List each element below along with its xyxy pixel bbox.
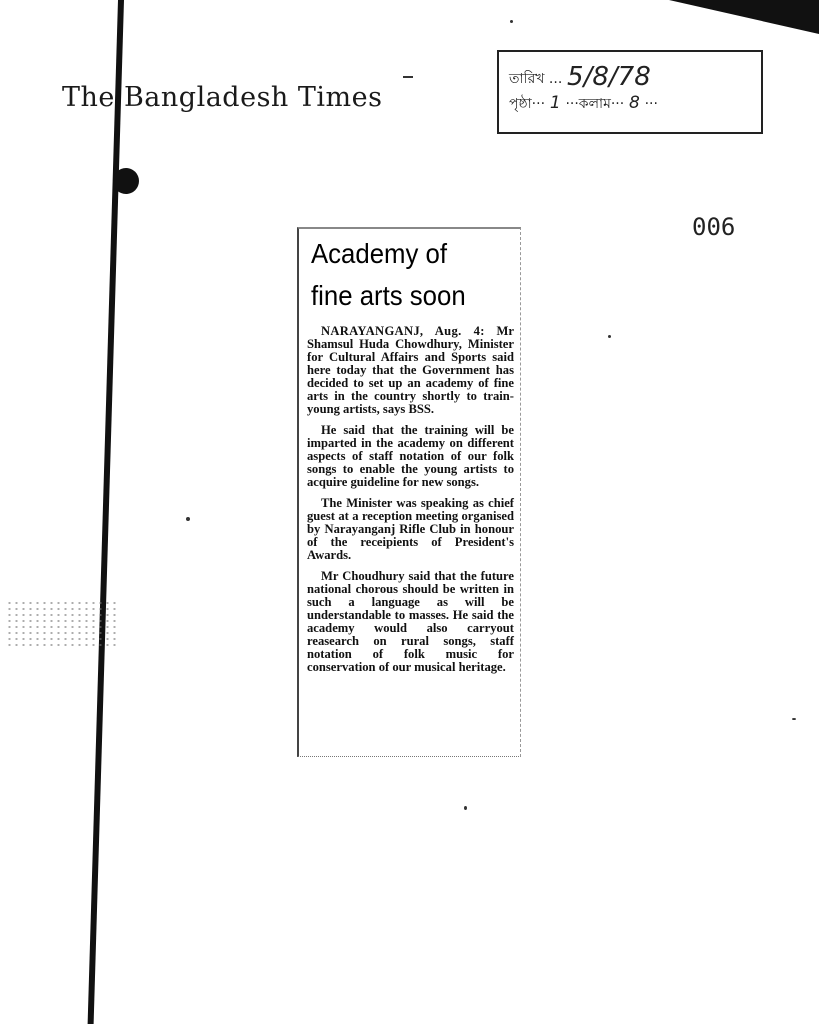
headline-line-2: fine arts soon xyxy=(311,280,466,311)
stamp-column-label: ···কলাম··· xyxy=(565,96,625,112)
scan-corner-shadow xyxy=(669,0,819,34)
scan-speck xyxy=(608,335,611,338)
article-paragraph-1 xyxy=(307,325,514,416)
article-paragraph-4: Mr Choudhury said that the future national chorous should be written in such a language as will be understandable to masses. He said the academy would also carryout reasearch on rural songs, staff notation of folk music for conservation of our musical heritage. xyxy=(307,569,514,674)
punch-hole xyxy=(113,168,139,194)
newspaper-masthead: The Bangladesh Times xyxy=(62,82,383,113)
headline-line-1: Academy of xyxy=(311,238,448,269)
page-number: 006 xyxy=(692,213,736,241)
stamp-date-row xyxy=(509,60,751,92)
stamp-page-value: 1 xyxy=(549,93,561,113)
scan-speck xyxy=(792,718,796,720)
scan-smudge xyxy=(6,600,116,650)
scan-speck xyxy=(510,20,513,23)
news-clipping xyxy=(297,227,521,757)
article-paragraph-3: The Minister was speaking as chief guest at a reception meeting organised by Narayanganj Rifle Club in honour of the receipients of President's Awards. xyxy=(307,496,514,562)
scan-speck xyxy=(403,76,413,78)
stamp-date-value: 5/8/78 xyxy=(567,62,651,92)
fold-line xyxy=(88,0,124,1024)
stamp-page-row xyxy=(509,92,751,124)
article-paragraph-2: He said that the training will be imparted in the academy on different aspects of staff notation of our folk songs to enable the young artists to acquire guideline for new songs. xyxy=(307,423,514,489)
scan-speck xyxy=(186,517,190,521)
stamp-trail: ··· xyxy=(644,96,658,112)
stamp-column-value: 8 xyxy=(628,93,640,113)
paragraph-1-text: Mr Shamsul Huda Chowdhury, Minister for Cultural Affairs and Sports said here today that the Government has decided to set up an academy of fine arts in the country shortly to train-young artists, says BSS. xyxy=(307,324,514,416)
article-headline xyxy=(311,233,498,317)
stamp-page-label: পৃষ্ঠা··· xyxy=(509,96,546,112)
scan-speck xyxy=(464,806,467,810)
stamp-date-label: তারিখ ... xyxy=(509,71,563,87)
article-dateline: NARAYANGANJ, Aug. 4: xyxy=(321,324,485,338)
archive-stamp xyxy=(497,50,763,134)
